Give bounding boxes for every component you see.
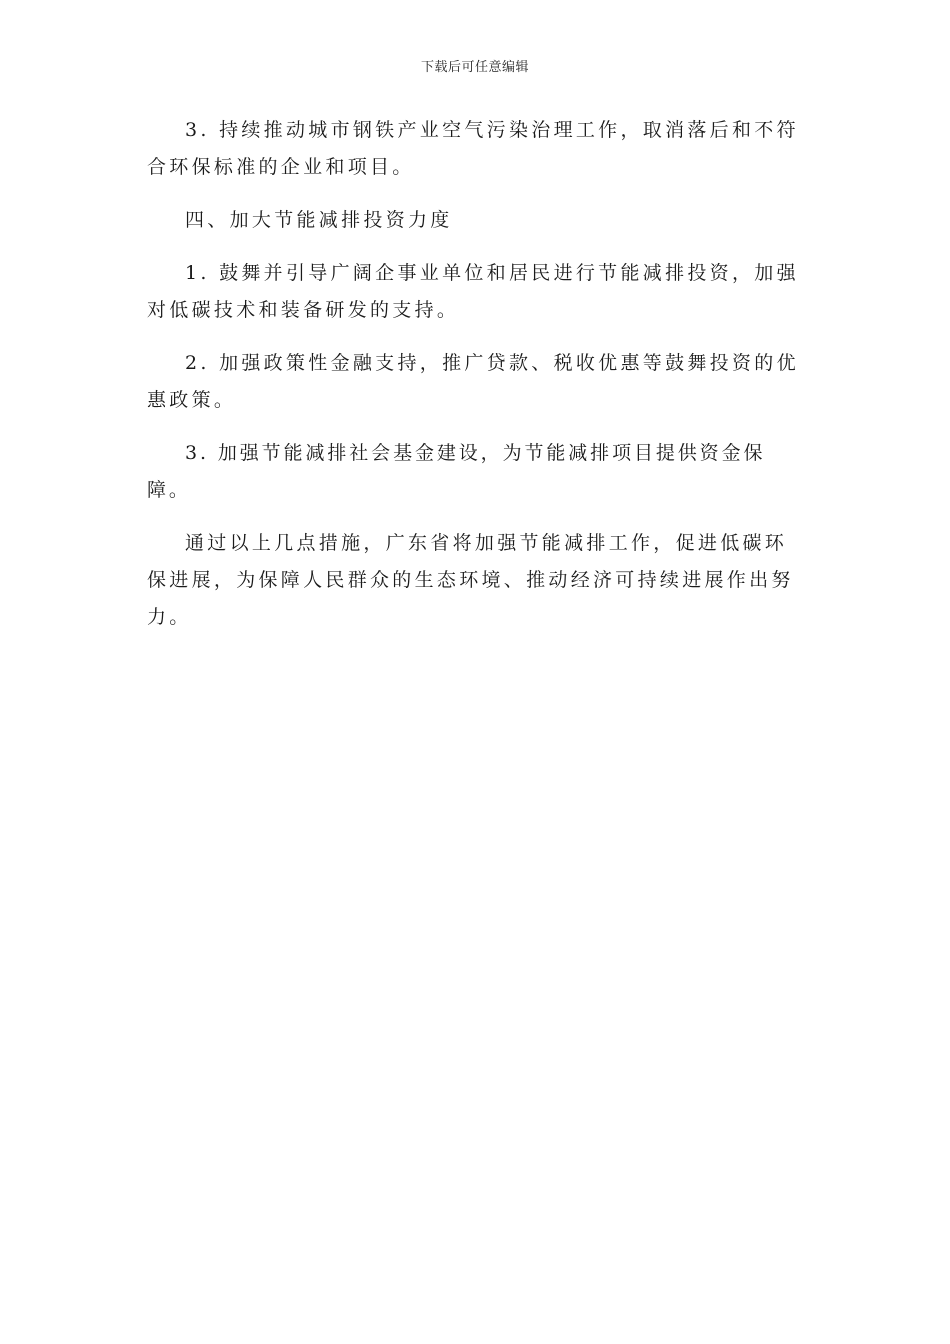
paragraph-conclusion: 通过以上几点措施，广东省将加强节能减排工作，促进低碳环保进展，为保障人民群众的生态环境、推动经济可持续进展作出努力。 (147, 532, 794, 628)
paragraph-encourage-investment: 1. 鼓舞并引导广阔企事业单位和居民进行节能减排投资，加强对低碳技术和装备研发的支持。 (147, 262, 799, 321)
paragraph-social-fund: 3. 加强节能减排社会基金建设，为节能减排项目提供资金保障。 (147, 442, 766, 501)
section-heading-investment: 四、加大节能减排投资力度 (185, 209, 453, 231)
paragraph-steel-pollution: 3. 持续推动城市钢铁产业空气污染治理工作，取消落后和不符合环保标准的企业和项目。 (147, 119, 799, 178)
document-body (147, 112, 807, 652)
page-header: 下载后可任意编辑 (420, 60, 529, 75)
paragraph-financial-support: 2. 加强政策性金融支持，推广贷款、税收优惠等鼓舞投资的优惠政策。 (147, 352, 799, 411)
